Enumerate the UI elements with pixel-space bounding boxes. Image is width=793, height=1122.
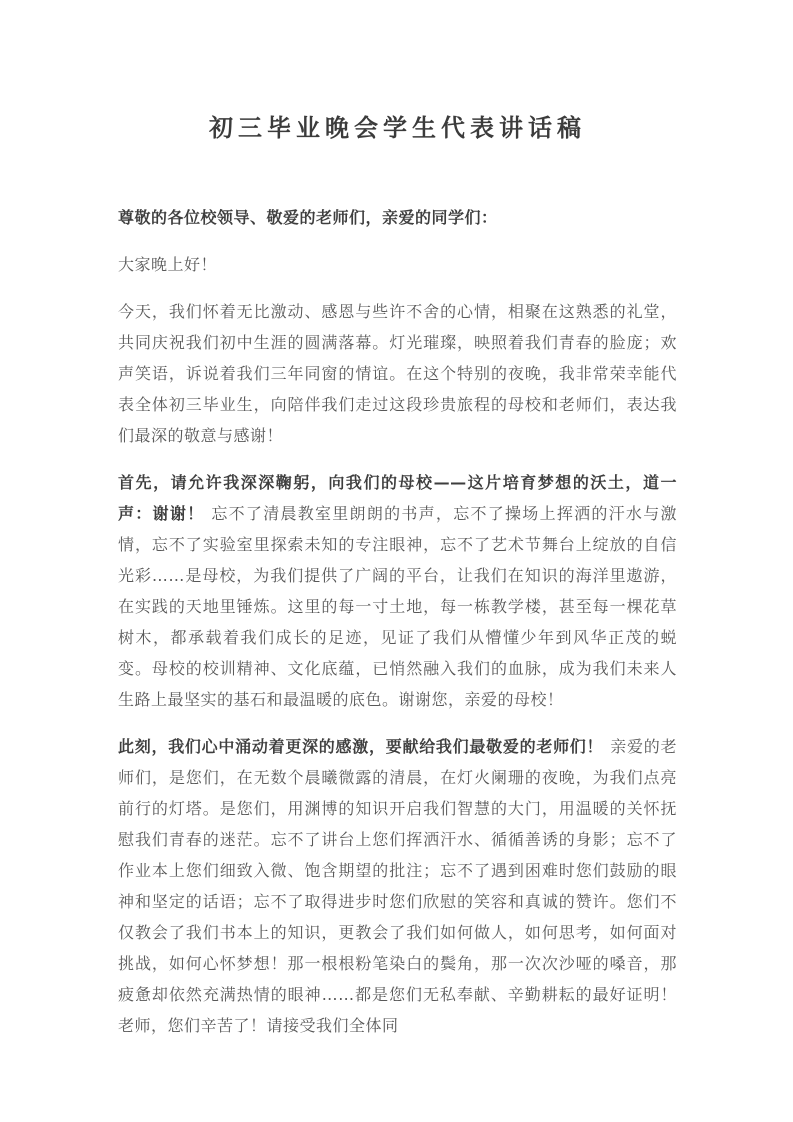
school-thanks-paragraph [118, 467, 677, 715]
salutation-text: 尊敬的各位校领导、敬爱的老师们，亲爱的同学们： [118, 208, 498, 227]
teacher-thanks-lead: 此刻，我们心中涌动着更深的感激，要献给我们最敬爱的老师们！ [118, 737, 604, 756]
teacher-thanks-text: 亲爱的老师们，是您们，在无数个晨曦微露的清晨，在灯火阑珊的夜晚，为我们点亮前行的灯塔。是您们，用渊博的知识开启我们智慧的大门，用温暖的关怀抚慰我们青春的迷茫。忘不了讲台上您们挥洒汗水、循循善诱的身影；忘不了作业本上您们细致入微、饱含期望的批注；忘不了遇到困难时您们鼓励的眼神和坚定的话语；忘不了取得进步时您们欣慰的笑容和真诚的赞许。您们不仅教会了我们书本上的知识，更教会了我们如何做人，如何思考，如何面对挑战，如何心怀梦想！那一根根粉笔染白的鬓角，那一次次沙哑的嗓音，那疲惫却依然充满热情的眼神……都是您们无私奉献、辛勤耕耘的最好证明！老师，您们辛苦了！请接受我们全体同 [118, 737, 677, 1035]
document-title: 初三毕业晚会学生代表讲话稿 [209, 114, 586, 142]
opening-paragraph [118, 296, 677, 451]
salutation-paragraph [118, 202, 677, 233]
opening-text: 今天，我们怀着无比激动、感恩与些许不舍的心情，相聚在这熟悉的礼堂，共同庆祝我们初中生涯的圆满落幕。灯光璀璨，映照着我们青春的脸庞；欢声笑语，诉说着我们三年同窗的情谊。在这个特别的夜晚，我非常荣幸能代表全体初三毕业生，向陪伴我们走过这段珍贵旅程的母校和老师们，表达我们最深的敬意与感谢！ [118, 302, 677, 445]
greeting-text: 大家晚上好！ [118, 255, 218, 274]
greeting-paragraph [118, 249, 677, 280]
school-thanks-lead: 首先，请允许我深深鞠躬，向我们的母校——这片培育梦想的沃土，道一声：谢谢！ [118, 473, 677, 523]
teacher-thanks-paragraph [118, 731, 677, 1041]
school-thanks-text: 忘不了清晨教室里朗朗的书声，忘不了操场上挥洒的汗水与激情，忘不了实验室里探索未知的专注眼神，忘不了艺术节舞台上绽放的自信光彩……是母校，为我们提供了广阔的平台，让我们在知识的海洋里遨游，在实践的天地里锤炼。这里的每一寸土地，每一栋教学楼，甚至每一棵花草树木，都承载着我们成长的足迹，见证了我们从懵懂少年到风华正茂的蜕变。母校的校训精神、文化底蕴，已悄然融入我们的血脉，成为我们未来人生路上最坚实的基石和最温暖的底色。谢谢您，亲爱的母校！ [118, 504, 677, 709]
